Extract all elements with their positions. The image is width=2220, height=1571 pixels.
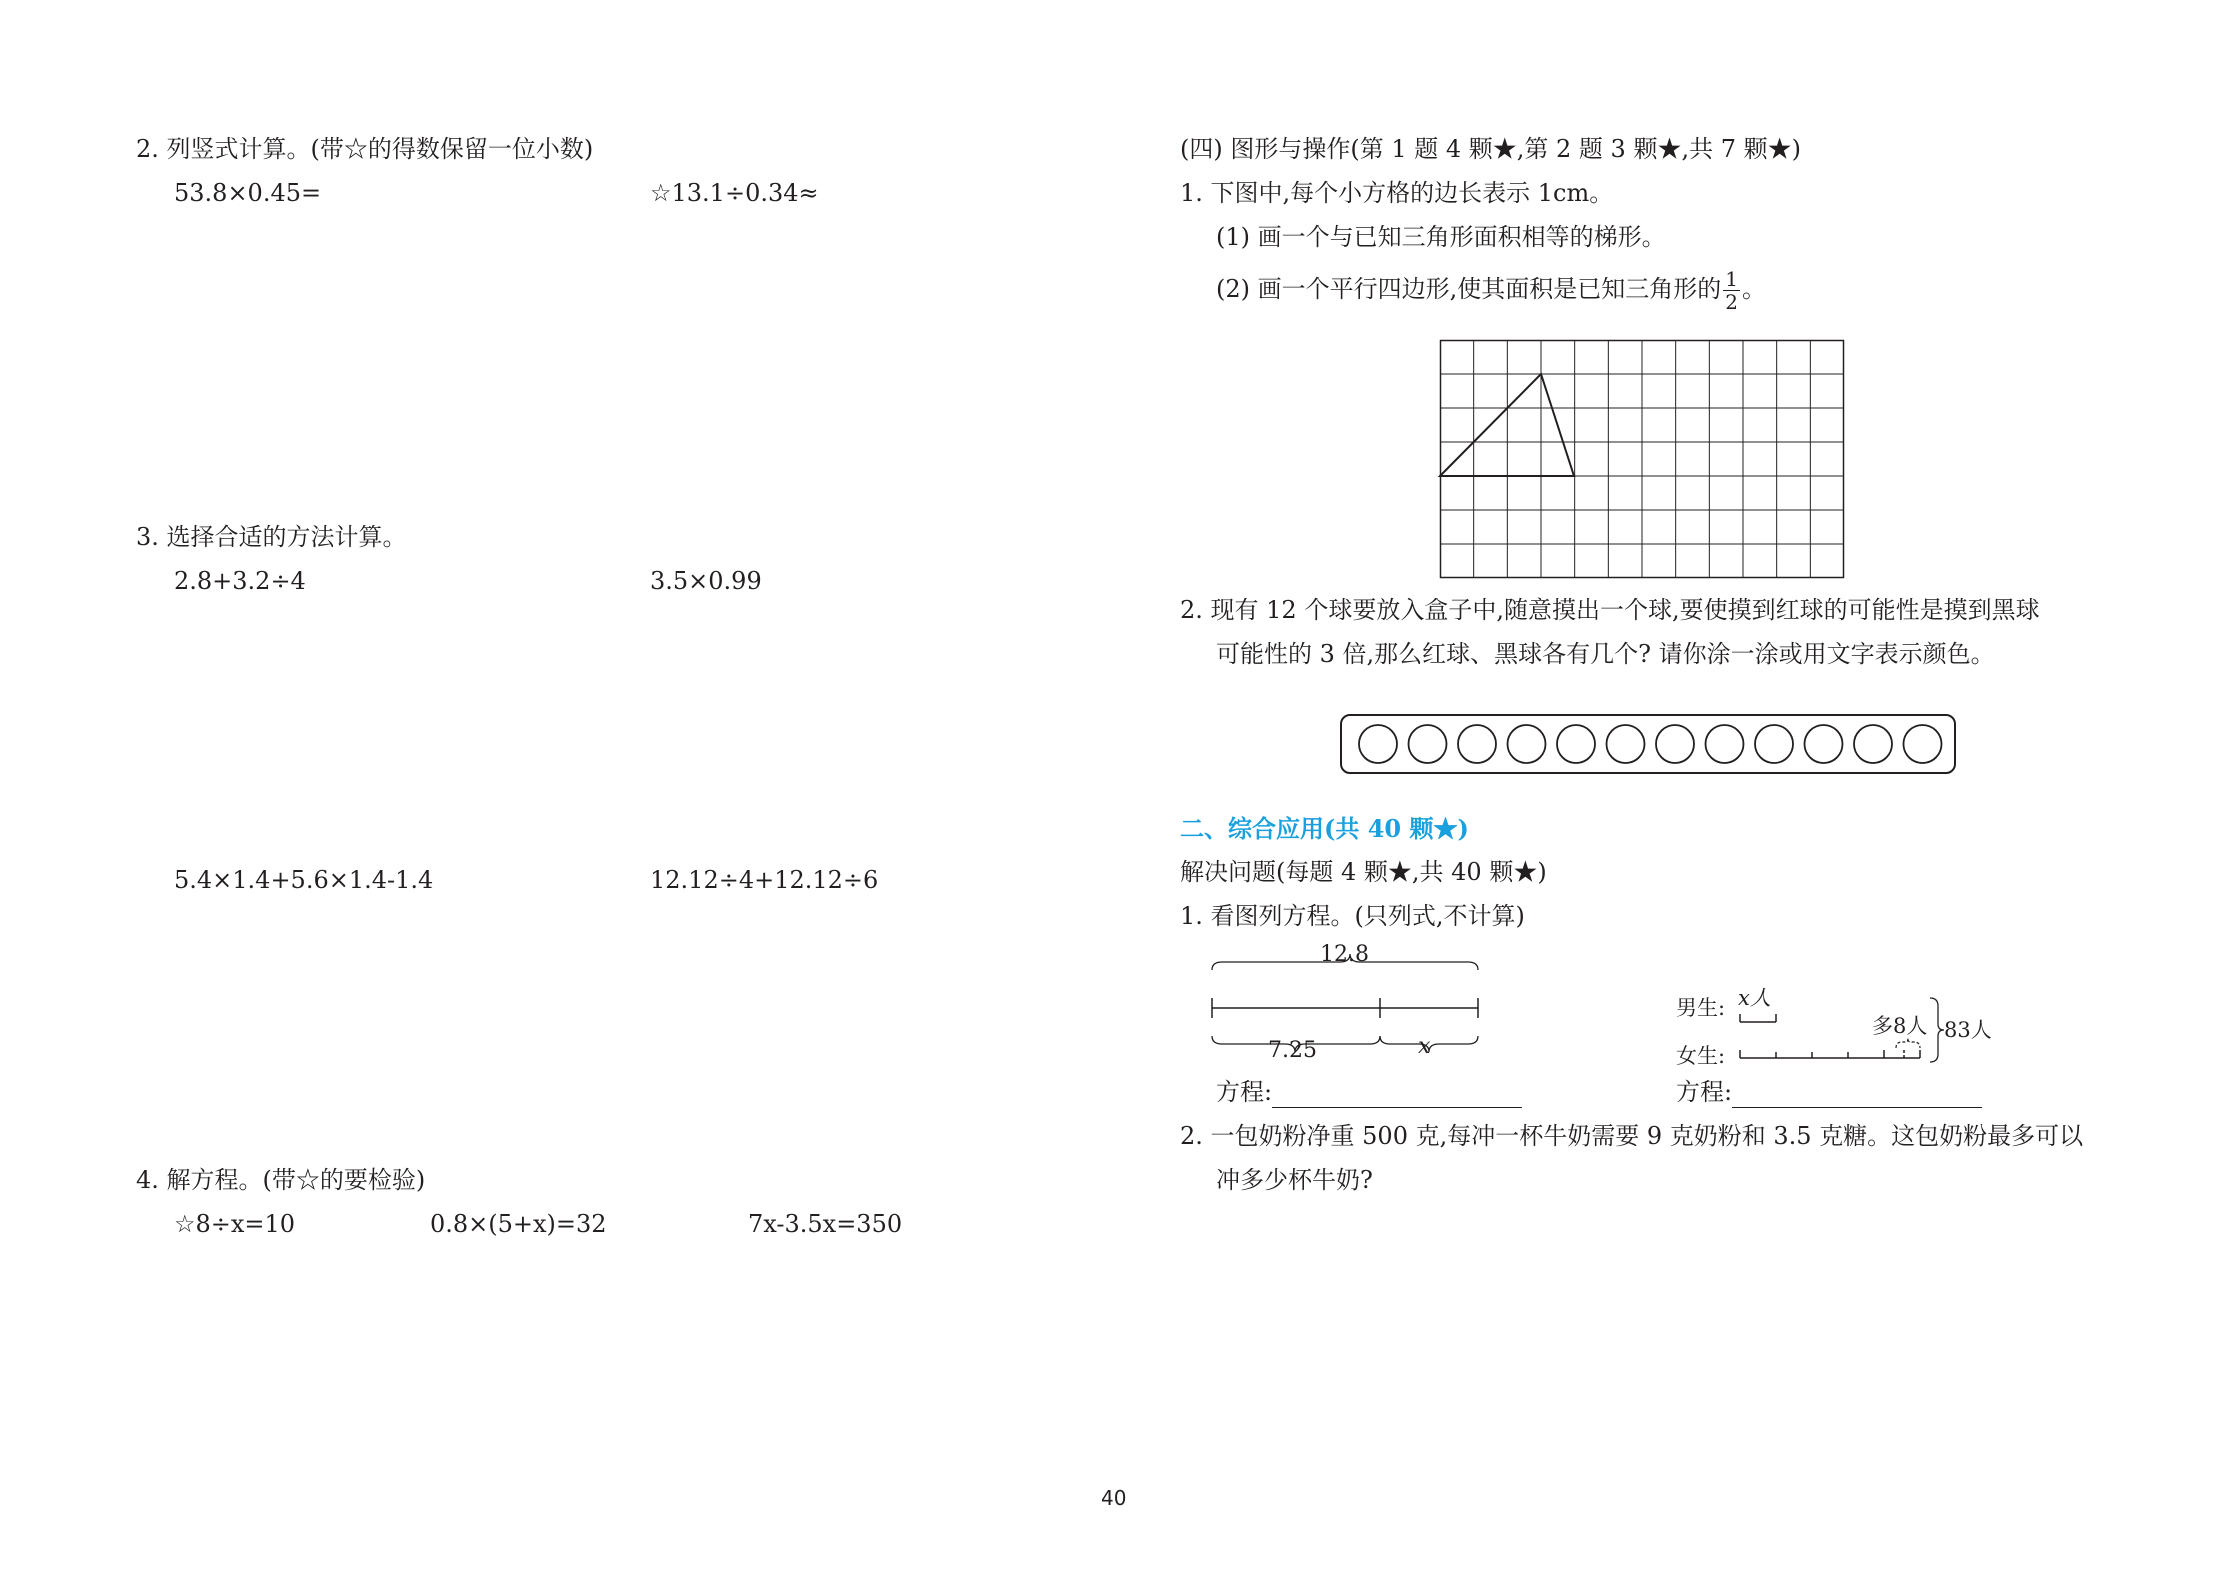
q3-title: 3. 选择合适的方法计算。 — [136, 523, 407, 551]
ball-box[interactable] — [1340, 714, 1956, 774]
boys-x-label: x人 — [1738, 986, 1771, 1010]
ball[interactable] — [1656, 725, 1694, 763]
equation-blank-2[interactable] — [1732, 1083, 1982, 1108]
q3-expression-a: 2.8+3.2÷4 — [174, 567, 306, 595]
ball[interactable] — [1904, 725, 1942, 763]
section2-subtitle: 解决问题(每题 4 颗★,共 40 颗★) — [1180, 858, 1547, 886]
part2-prefix: (2) 画一个平行四边形,使其面积是已知三角形的 — [1216, 275, 1722, 303]
q2-expression-b: ☆13.1÷0.34≈ — [650, 179, 819, 207]
q4-equation-a: ☆8÷x=10 — [174, 1210, 296, 1238]
segment-x-label: x — [1418, 1034, 1431, 1059]
shape-q1-text: 1. 下图中,每个小方格的边长表示 1cm。 — [1180, 179, 1614, 207]
fraction-one-half — [1723, 268, 1740, 313]
shape-q2-line1: 2. 现有 12 个球要放入盒子中,随意摸出一个球,要使摸到红球的可能性是摸到黑球 — [1180, 596, 2040, 624]
shape-q2-line2: 可能性的 3 倍,那么红球、黑球各有几个? 请你涂一涂或用文字表示颜色。 — [1216, 640, 1995, 668]
app-q2-line1: 2. 一包奶粉净重 500 克,每冲一杯牛奶需要 9 克奶粉和 3.5 克糖。这包奶粉最多可以 — [1180, 1122, 2084, 1150]
ball[interactable] — [1557, 725, 1595, 763]
ball[interactable] — [1805, 725, 1843, 763]
boys-girls-diagram — [1730, 990, 1946, 1070]
equation-label-2: 方程: — [1676, 1078, 1733, 1106]
q3-expression-b: 3.5×0.99 — [650, 567, 762, 595]
total-label: 83人 — [1944, 1018, 1992, 1042]
ball[interactable] — [1458, 725, 1496, 763]
q4-equation-c: 7x-3.5x=350 — [748, 1210, 903, 1238]
q2-title: 2. 列竖式计算。(带☆的得数保留一位小数) — [136, 135, 594, 163]
boys-label: 男生: — [1676, 996, 1726, 1020]
shape-q1-part2 — [1216, 268, 1766, 313]
q3-expression-d: 12.12÷4+12.12÷6 — [650, 866, 879, 894]
ball[interactable] — [1409, 725, 1447, 763]
app-q1-text: 1. 看图列方程。(只列式,不计算) — [1180, 902, 1525, 930]
fraction-numerator: 1 — [1725, 267, 1738, 291]
section4-header: (四) 图形与操作(第 1 题 4 颗★,第 2 题 3 颗★,共 7 颗★) — [1180, 135, 1801, 163]
ball[interactable] — [1706, 725, 1744, 763]
app-q2-line2: 冲多少杯牛奶? — [1216, 1166, 1373, 1194]
q4-equation-b: 0.8×(5+x)=32 — [430, 1210, 607, 1238]
more-label: 多8人 — [1872, 1014, 1928, 1038]
equation-field-1[interactable] — [1216, 1076, 1522, 1108]
equation-label-1: 方程: — [1216, 1078, 1273, 1106]
fraction-denominator: 2 — [1725, 290, 1738, 314]
ball[interactable] — [1755, 725, 1793, 763]
girls-label: 女生: — [1676, 1044, 1726, 1068]
equation-field-2[interactable] — [1676, 1076, 1982, 1108]
part2-suffix: 。 — [1742, 275, 1766, 303]
ball[interactable] — [1359, 725, 1397, 763]
page-number: 40 — [1101, 1486, 1127, 1510]
shape-q1-part1: (1) 画一个与已知三角形面积相等的梯形。 — [1216, 223, 1666, 251]
q3-expression-c: 5.4×1.4+5.6×1.4-1.4 — [174, 866, 434, 894]
segment-part-label: 7.25 — [1268, 1038, 1317, 1063]
equation-blank-1[interactable] — [1272, 1083, 1522, 1108]
square-grid[interactable] — [1440, 340, 1844, 578]
section2-header: 二、综合应用(共 40 颗★) — [1180, 814, 1469, 843]
ball[interactable] — [1607, 725, 1645, 763]
ball[interactable] — [1508, 725, 1546, 763]
q4-title: 4. 解方程。(带☆的要检验) — [136, 1166, 426, 1194]
segment-total-label: 12.8 — [1320, 942, 1369, 967]
ball[interactable] — [1854, 725, 1892, 763]
q2-expression-a: 53.8×0.45= — [174, 179, 322, 207]
